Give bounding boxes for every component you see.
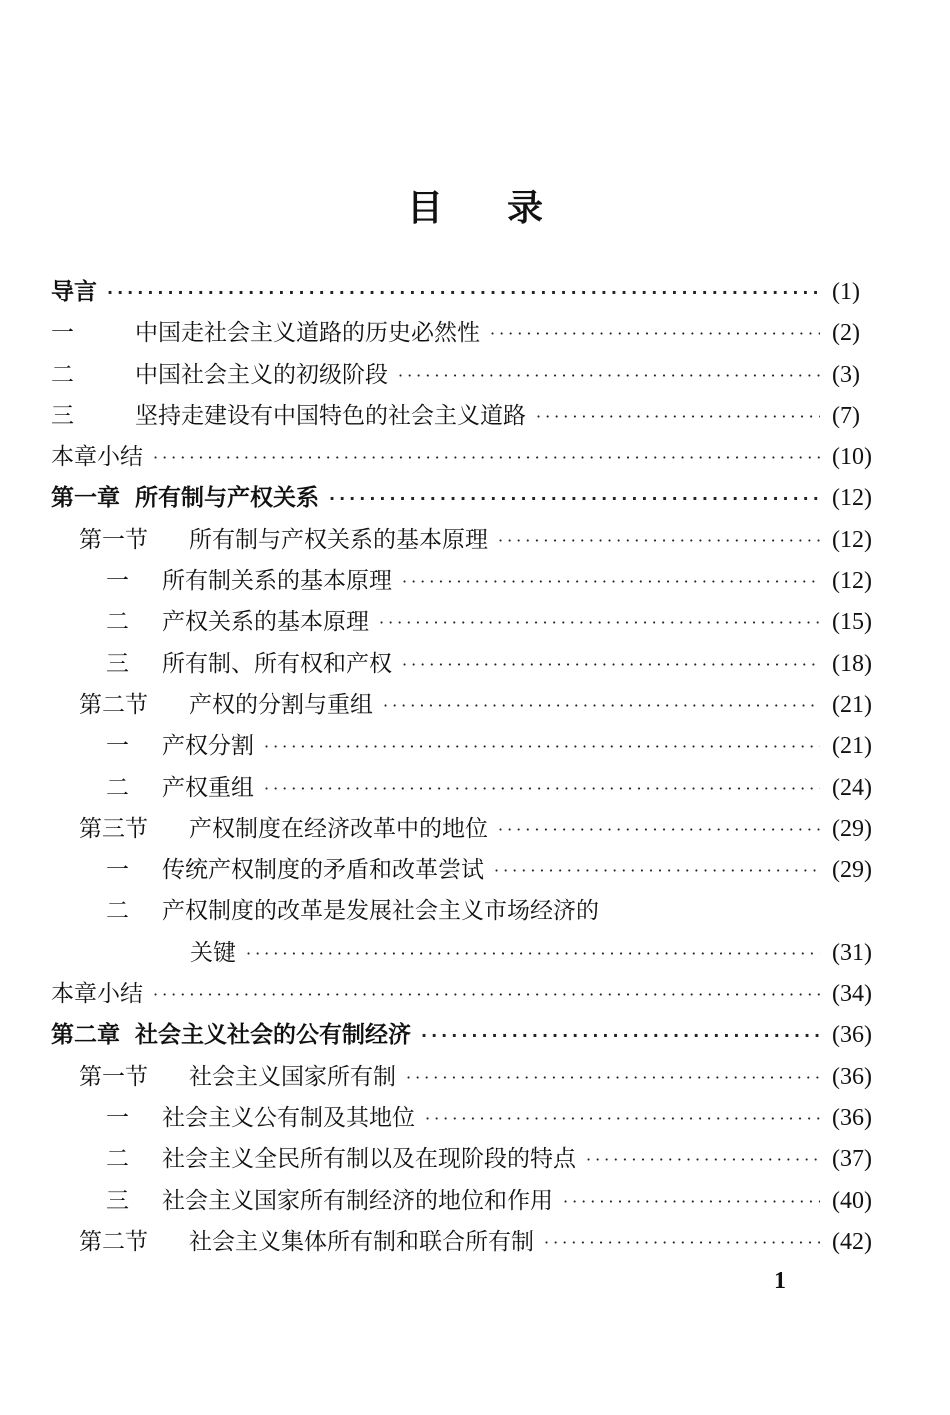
toc-entry-title: 本章小结 (51, 981, 143, 1008)
toc-entry-number: 第二节 (79, 691, 148, 718)
toc-entry[interactable] (0, 726, 950, 767)
table-of-contents (0, 272, 950, 1263)
toc-leader-dots (153, 974, 820, 1015)
toc-entry-title: 关键 (190, 939, 236, 966)
toc-entry-title: 导言 (51, 279, 97, 305)
toc-entry[interactable] (0, 1139, 950, 1180)
toc-entry-page: (18) (832, 650, 872, 677)
toc-entry[interactable] (0, 644, 950, 685)
toc-entry-number: 第一章 (51, 485, 120, 512)
toc-entry-title: 产权重组 (162, 774, 254, 801)
toc-leader-dots (153, 437, 820, 478)
toc-entry-number: 第三节 (79, 815, 148, 842)
toc-leader-dots (107, 272, 820, 313)
toc-entry-title: 社会主义公有制及其地位 (162, 1104, 415, 1131)
toc-entry-page: (36) (832, 1022, 872, 1049)
toc-leader-dots (498, 520, 820, 561)
toc-entry-page: (40) (832, 1187, 872, 1214)
toc-entry-title: 本章小结 (51, 444, 143, 471)
toc-entry-title: 所有制与产权关系 (135, 485, 319, 512)
toc-leader-dots (563, 1181, 820, 1222)
toc-entry-number: 三 (106, 650, 129, 677)
toc-entry-page: (36) (832, 1063, 872, 1090)
toc-entry-title: 社会主义集体所有制和联合所有制 (189, 1228, 534, 1255)
toc-leader-dots (425, 1098, 820, 1139)
toc-entry-number: 一 (106, 733, 129, 760)
toc-entry-title: 产权关系的基本原理 (162, 609, 369, 636)
toc-leader-dots (406, 1057, 820, 1098)
toc-entry-page: (10) (832, 444, 872, 471)
toc-entry-title: 传统产权制度的矛盾和改革尝试 (162, 857, 484, 884)
toc-entry[interactable] (0, 768, 950, 809)
toc-entry-title: 所有制与产权关系的基本原理 (189, 526, 488, 553)
toc-entry-number: 第二节 (79, 1228, 148, 1255)
toc-entry-page: (34) (832, 981, 872, 1008)
toc-entry-title: 中国走社会主义道路的历史必然性 (135, 320, 480, 347)
toc-leader-dots (402, 561, 820, 602)
toc-entry-number: 二 (51, 361, 74, 388)
toc-entry[interactable] (0, 685, 950, 726)
toc-entry-number: 二 (106, 609, 129, 636)
toc-entry[interactable] (0, 850, 950, 891)
toc-entry-page: (31) (832, 939, 872, 966)
toc-entry[interactable] (0, 313, 950, 354)
toc-entry-number: 三 (106, 1187, 129, 1214)
toc-entry-title: 产权的分割与重组 (189, 691, 373, 718)
page-title (0, 184, 950, 234)
toc-entry[interactable] (0, 355, 950, 396)
toc-entry-page: (12) (832, 568, 872, 595)
toc-entry-number: 一 (51, 320, 74, 347)
toc-entry-page: (29) (832, 815, 872, 842)
toc-entry-page: (1) (832, 279, 860, 305)
toc-entry-page: (7) (832, 402, 860, 429)
toc-entry-number: 第一节 (79, 526, 148, 553)
toc-entry-page: (24) (832, 774, 872, 801)
toc-leader-dots (586, 1139, 820, 1180)
toc-entry-title: 所有制关系的基本原理 (162, 568, 392, 595)
toc-entry-page: (37) (832, 1146, 872, 1173)
toc-entry[interactable] (0, 396, 950, 437)
toc-entry-page: (36) (832, 1104, 872, 1131)
toc-entry-number: 二 (106, 898, 129, 925)
toc-entry-number: 一 (106, 568, 129, 595)
page-number: 1 (774, 1268, 786, 1294)
toc-entry[interactable] (0, 1181, 950, 1222)
toc-entry-title: 社会主义全民所有制以及在现阶段的特点 (162, 1146, 576, 1173)
toc-leader-dots (379, 602, 820, 643)
toc-leader-dots (329, 478, 820, 519)
toc-entry-number: 二 (106, 774, 129, 801)
toc-entry[interactable] (0, 1057, 950, 1098)
toc-entry-title: 社会主义国家所有制经济的地位和作用 (162, 1187, 553, 1214)
toc-entry[interactable] (0, 974, 950, 1015)
toc-leader-dots (494, 850, 820, 891)
toc-entry[interactable] (0, 520, 950, 561)
toc-entry-number: 第二章 (51, 1022, 120, 1049)
toc-entry[interactable] (0, 561, 950, 602)
title-char-left: 目 (406, 188, 443, 229)
toc-entry-number: 第一节 (79, 1063, 148, 1090)
toc-entry-number: 二 (106, 1146, 129, 1173)
toc-leader-dots (421, 1015, 820, 1056)
toc-leader-dots (498, 809, 820, 850)
toc-entry-number: 一 (106, 857, 129, 884)
toc-entry-title: 产权制度在经济改革中的地位 (189, 815, 488, 842)
toc-entry-page: (12) (832, 485, 872, 512)
toc-leader-dots (383, 685, 820, 726)
toc-entry[interactable] (0, 891, 950, 932)
toc-leader-dots (246, 933, 820, 974)
toc-entry-page: (15) (832, 609, 872, 636)
toc-entry[interactable] (0, 602, 950, 643)
toc-entry-page: (3) (832, 361, 860, 388)
toc-leader-dots (264, 768, 820, 809)
toc-entry-page: (21) (832, 733, 872, 760)
toc-entry[interactable] (0, 478, 950, 519)
toc-entry[interactable] (0, 437, 950, 478)
toc-leader-dots (264, 726, 820, 767)
toc-entry-title: 坚持走建设有中国特色的社会主义道路 (135, 402, 526, 429)
toc-entry-title: 社会主义社会的公有制经济 (135, 1022, 411, 1049)
toc-entry[interactable] (0, 933, 950, 974)
toc-entry-page: (29) (832, 857, 872, 884)
toc-entry[interactable] (0, 1222, 950, 1263)
toc-entry-title: 所有制、所有权和产权 (162, 650, 392, 677)
toc-entry[interactable] (0, 809, 950, 850)
toc-leader-dots (398, 355, 820, 396)
toc-entry[interactable] (0, 1015, 950, 1056)
toc-entry-page: (42) (832, 1228, 872, 1255)
toc-leader-dots (490, 313, 820, 354)
toc-entry-page: (2) (832, 320, 860, 347)
toc-entry-title: 产权制度的改革是发展社会主义市场经济的 (162, 898, 599, 925)
toc-entry-page: (21) (832, 691, 872, 718)
toc-entry-number: 一 (106, 1104, 129, 1131)
toc-entry-page: (12) (832, 526, 872, 553)
toc-entry[interactable] (0, 1098, 950, 1139)
toc-entry-title: 中国社会主义的初级阶段 (135, 361, 388, 388)
toc-entry-title: 社会主义国家所有制 (189, 1063, 396, 1090)
title-char-right: 录 (507, 188, 544, 229)
toc-leader-dots (402, 644, 820, 685)
toc-entry[interactable] (0, 272, 950, 313)
toc-leader-dots (536, 396, 820, 437)
toc-leader-dots (544, 1222, 820, 1263)
toc-entry-title: 产权分割 (162, 733, 254, 760)
toc-entry-number: 三 (51, 402, 74, 429)
